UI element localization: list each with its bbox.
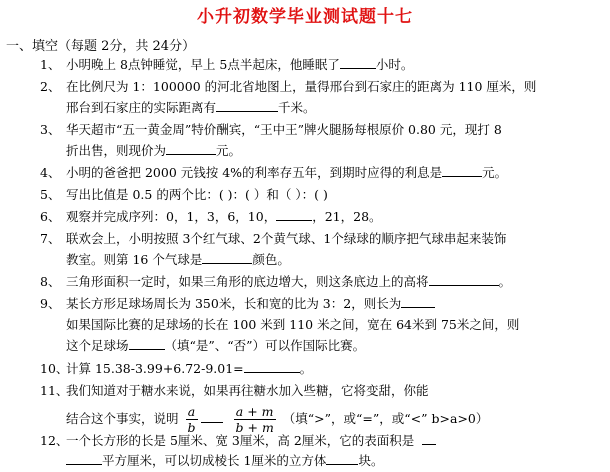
- question-6: [40, 206, 382, 228]
- question-8: [40, 271, 511, 293]
- question-text: ，21，28。: [312, 209, 382, 224]
- answer-blank[interactable]: [166, 142, 216, 155]
- question-text: 邢台到石家庄的实际距离有: [66, 100, 217, 115]
- question-text: 如果国际比赛的足球场的长在 100 米到 110 米之间，宽在 64米到 75米之间，则: [66, 317, 520, 332]
- answer-blank[interactable]: [442, 164, 482, 177]
- question-number: 7、: [40, 231, 61, 246]
- question-10: [40, 358, 312, 380]
- question-text: 千米。: [278, 100, 316, 115]
- question-9-continued: [66, 314, 519, 336]
- question-text: 小明晚上 8点钟睡觉，早上 5点半起床，他睡眠了: [66, 57, 340, 72]
- question-text: 联欢会上，小明按照 3个红气球、2个黄气球、1个绿球的顺序把气球串起来装饰: [66, 231, 507, 246]
- question-number: 2、: [40, 79, 61, 94]
- question-text: 观察并完成序列：0，1，3，6，10，: [66, 209, 277, 224]
- question-11: [40, 380, 429, 402]
- answer-blank[interactable]: [202, 251, 252, 264]
- question-text: 元。: [482, 165, 508, 180]
- question-text: 块。: [358, 453, 384, 468]
- question-text: 一个长方形的长是 5厘米、宽 3厘米，高 2厘米，它的表面积是: [66, 433, 415, 448]
- question-text: 写出比值是 0.5 的两个比：( )：( ）和（ ）：( ): [66, 187, 328, 202]
- question-number: 5、: [40, 187, 61, 202]
- question-1: [40, 54, 413, 76]
- answer-blank[interactable]: [340, 56, 376, 69]
- question-number: 4、: [40, 165, 61, 180]
- question-number: 12、: [40, 433, 69, 448]
- question-text: 元。: [216, 143, 242, 158]
- question-7: [40, 228, 506, 250]
- question-3-continued: [66, 140, 241, 162]
- question-number: 11、: [40, 383, 69, 398]
- answer-blank[interactable]: [422, 432, 436, 445]
- question-text: （填“>”，或“=”，或“<” b>a>0）: [282, 411, 489, 426]
- answer-blank[interactable]: [326, 452, 358, 465]
- question-3: [40, 119, 502, 141]
- question-9: [40, 293, 435, 315]
- fraction-denominator: b: [187, 420, 196, 435]
- fraction-numerator: a: [186, 404, 198, 420]
- question-text: 教室。则第 16 个气球是: [66, 252, 203, 267]
- answer-blank[interactable]: [201, 410, 223, 423]
- question-5: [40, 184, 328, 206]
- answer-blank[interactable]: [216, 99, 278, 112]
- fraction-numerator: a + m: [234, 404, 276, 420]
- answer-blank[interactable]: [129, 337, 165, 350]
- question-text: 颜色。: [252, 252, 290, 267]
- question-number: 10、: [40, 361, 69, 376]
- question-12: [40, 430, 436, 452]
- answer-blank[interactable]: [401, 295, 435, 308]
- question-text: 某长方形足球场周长为 350米，长和宽的比为 3：2，则长为: [66, 296, 402, 311]
- question-9-continued: [66, 335, 365, 357]
- answer-blank[interactable]: [66, 452, 102, 465]
- question-number: 9、: [40, 296, 61, 311]
- question-7-continued: [66, 249, 290, 271]
- question-text: 这个足球场: [66, 338, 129, 353]
- question-text: 。: [299, 361, 313, 376]
- question-number: 3、: [40, 122, 61, 137]
- answer-blank[interactable]: [429, 273, 499, 286]
- question-4: [40, 162, 507, 184]
- question-text: 华天超市“五一黄金周”特价酬宾，“王中王”牌火腿肠每根原价 0.80 元，现打 8: [66, 122, 502, 137]
- question-text: 小明的爸爸把 2000 元钱按 4%的利率存五年，到期时应得的利息是: [66, 165, 443, 180]
- question-text: 平方厘米，可以切成棱长 1厘米的立方体: [102, 453, 327, 468]
- question-text: 结合这个事实，说明: [66, 411, 179, 426]
- question-text: （填“是”、“否”）可以作国际比赛。: [164, 338, 366, 353]
- question-text: 小时。: [375, 57, 414, 72]
- page-title: 小升初数学毕业测试题十七: [197, 7, 413, 27]
- question-number: 1、: [40, 57, 61, 72]
- section-heading: 一、填空（每题 2分，共 24分）: [6, 39, 196, 54]
- question-text: 折出售，则现价为: [66, 143, 167, 158]
- fraction-denominator: b + m: [235, 420, 274, 435]
- question-2-continued: [66, 97, 316, 119]
- question-text: 。: [498, 274, 512, 289]
- answer-blank[interactable]: [276, 208, 312, 221]
- answer-blank[interactable]: [244, 360, 300, 373]
- question-text: 我们知道对于糖水来说，如果再往糖水加入些糖，它将变甜，你能: [66, 383, 429, 398]
- question-12-continued: [66, 450, 383, 472]
- question-number: 8、: [40, 274, 61, 289]
- question-number: 6、: [40, 209, 61, 224]
- question-text: 三角形面积一定时，如果三角形的底边增大，则这条底边上的高将: [66, 274, 429, 289]
- question-2: [40, 76, 536, 98]
- question-text: 计算 15.38-3.99+6.72-9.01=: [66, 361, 244, 376]
- question-text: 在比例尺为 1：100000 的河北省地图上，量得邢台到石家庄的距离为 110 厘米，则: [66, 79, 537, 94]
